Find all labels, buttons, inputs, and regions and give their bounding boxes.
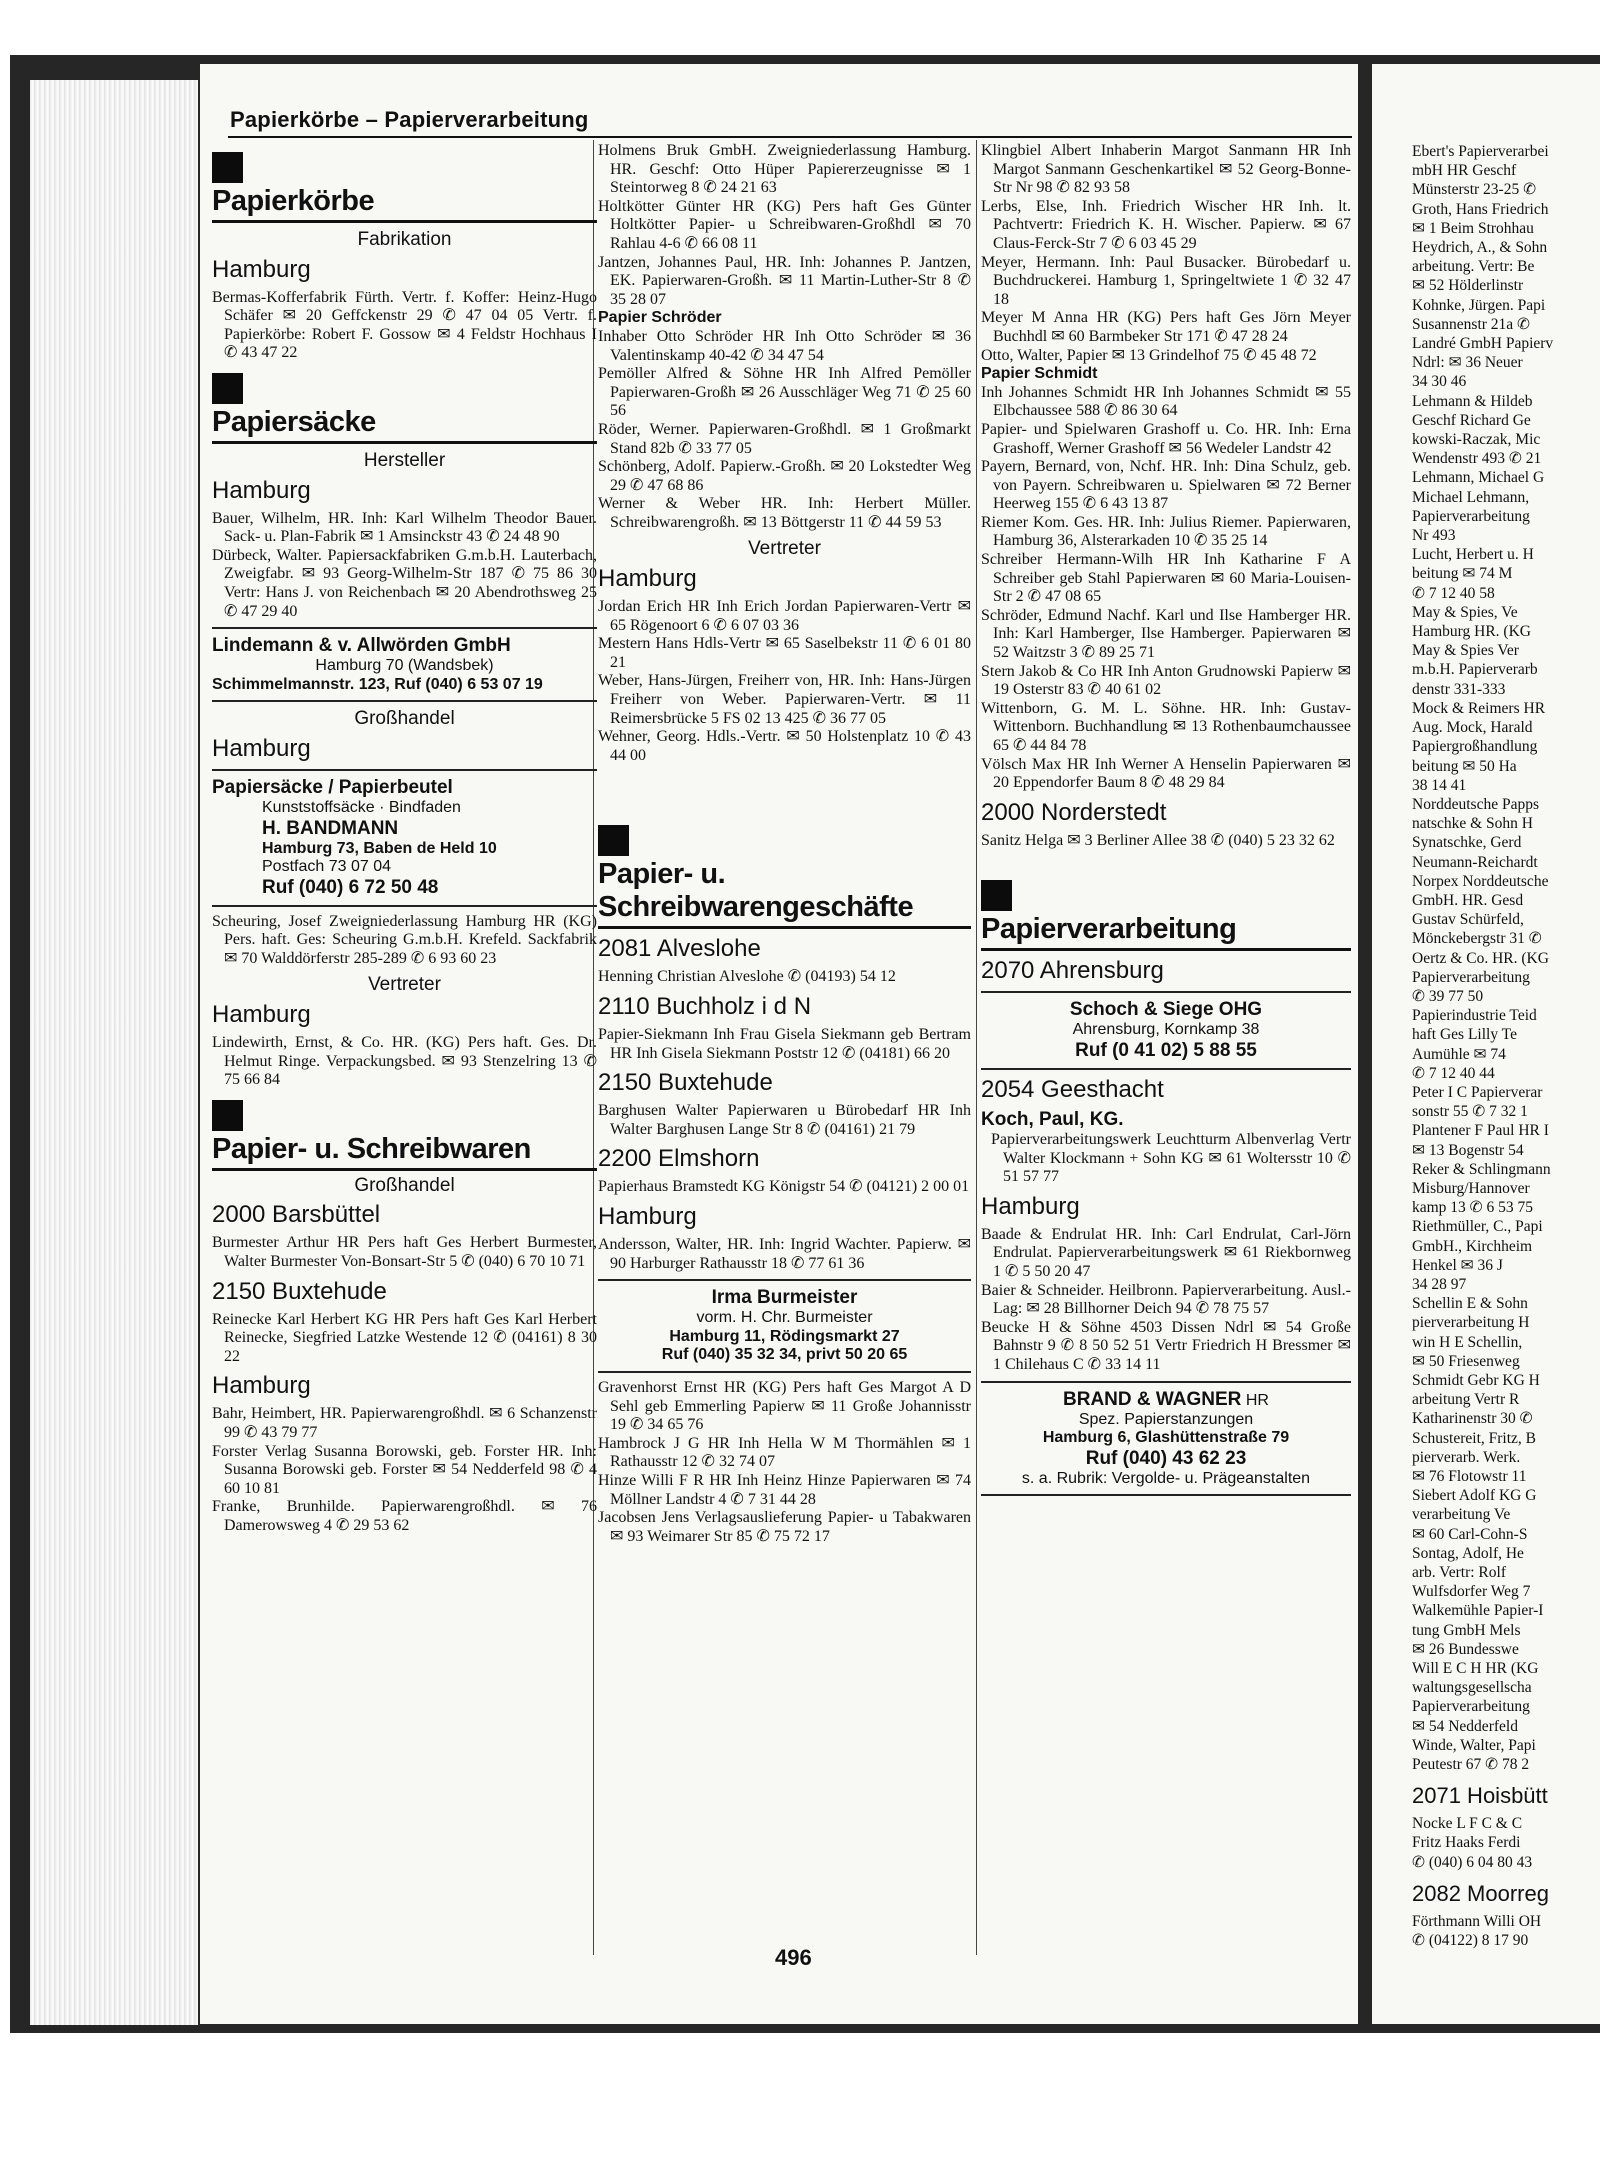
listing-line: Papierindustrie Teid (1412, 1007, 1537, 1025)
listing-line: Papierverarbeitung (1412, 968, 1530, 986)
listing-line: Neumann-Reichardt (1412, 853, 1538, 871)
listing-entry: Franke, Brunhilde. Papierwarengroßhdl. ✉ 76 Damerowsweg 4 ✆ 29 53 62 (212, 1498, 597, 1534)
listing-entry: Papier- und Spielwaren Grashoff u. Co. HR. Inh: Erna Grashoff, Werner Grashoff ✉ 56 Wedeler Landstr 42 (981, 420, 1351, 457)
listing-entry: Inh Johannes Schmidt HR Inh Johannes Schmidt ✉ 55 Elbchaussee 588 ✆ 86 30 64 (981, 383, 1351, 420)
listing-entry: Sanitz Helga ✉ 3 Berliner Allee 38 ✆ (040) 5 23 32 62 (981, 831, 1335, 849)
listing-line: beitung ✉ 50 Ha (1412, 757, 1517, 775)
listing-line: ✆ 39 77 50 (1412, 987, 1484, 1005)
listing-line: kamp 13 ✆ 6 53 75 (1412, 1199, 1534, 1217)
listing-entry: Andersson, Walter, HR. Inh: Ingrid Wachter. Papierw. ✉ 90 Harburger Rathausstr 18 ✆ 77 61 36 (598, 1235, 971, 1272)
advert-hr-mark: HR (1245, 1391, 1269, 1409)
running-head: Papierkörbe – Papierverarbeitung (230, 107, 589, 132)
city-heading: 2150 Buxtehude (598, 1069, 773, 1097)
subheading: Vertreter (368, 974, 441, 996)
listing-entry: Weber, Hans-Jürgen, Freiherr von, HR. Inh: Hans-Jürgen Freiherr von Weber. Papierwaren-Vertr. ✉ 11 Reimersbrücke 5 FS 02 13 425 ✆ 36 77 05 (598, 672, 971, 727)
listing-line: Schustereit, Fritz, B (1412, 1429, 1536, 1447)
listing-line: Papiergroßhandlung (1412, 738, 1538, 756)
listing-entry: Stern Jakob & Co HR Inh Anton Grudnowski Papierw ✉ 19 Osterstr 83 ✆ 40 61 02 (981, 662, 1351, 699)
listing-line: Aumühle ✉ 74 (1412, 1045, 1506, 1063)
listing-line: Katharinenstr 30 ✆ (1412, 1410, 1533, 1428)
listing-entry: Schröder, Edmund Nachf. Karl und Ilse Hamberger HR. Inh: Karl Hamberger, Ilse Hamberger. Papierwaren ✉ 52 Waitzstr 3 ✆ 89 25 71 (981, 606, 1351, 662)
column-3 (981, 142, 1351, 1502)
listing-line: ✆ (040) 6 04 80 43 (1412, 1853, 1533, 1871)
listing-line: natschke & Sohn H (1412, 815, 1533, 833)
listing-line: arbeitung Vertr R (1412, 1391, 1520, 1409)
listing-entry: Bahr, Heimbert, HR. Papierwarengroßhdl. ✉ 6 Schanzenstr 99 ✆ 43 79 77 (212, 1405, 597, 1441)
listing-line: ✉ 52 Hölderlinstr (1412, 277, 1524, 295)
advert-line: Postfach 73 07 04 (262, 858, 391, 876)
listing-entry: Dürbeck, Walter. Papiersackfabriken G.m.b.H. Lauterbach, Zweigfabr. ✉ 93 Georg-Wilhelm-Str 187 ✆ 75 86 30 Vertr: Hans J. von Reichenbach ✉ 20 Abendrothsweg 25 ✆ 47 29 40 (212, 546, 597, 620)
listing-line: May & Spies, Ve (1412, 603, 1518, 621)
listing-line: Hamburg HR. (KG (1412, 623, 1531, 641)
section-marker (598, 825, 629, 856)
listing-line: ✉ 13 Bogenstr 54 (1412, 1141, 1524, 1159)
advert-brand-wagner (981, 1381, 1351, 1497)
listing-line: arbeitung. Vertr: Be (1412, 258, 1535, 276)
city-heading: 2110 Buchholz i d N (598, 993, 812, 1020)
listing-entry: Papierverarbeitungswerk Leuchtturm Albenverlag Vertr Walter Klockmann + Sohn KG ✉ 61 Woltersstr 10 ✆ 51 57 77 (991, 1130, 1351, 1186)
advert-line: Ruf (0 41 02) 5 88 55 (1075, 1039, 1257, 1061)
listing-line: Peter I C Papierverar (1412, 1083, 1543, 1101)
city-heading: 2200 Elmshorn (598, 1145, 760, 1173)
advert-line: vorm. H. Chr. Burmeister (696, 1309, 873, 1327)
advert-line: Schimmelmannstr. 123, Ruf (040) 6 53 07 19 (212, 675, 543, 693)
listing-name-bold: Papier Schröder (598, 309, 722, 327)
running-head-rule (228, 136, 1352, 138)
listing-line: beitung ✉ 74 M (1412, 565, 1513, 583)
advert-line: Hamburg 73, Baben de Held 10 (262, 839, 497, 857)
advert-line: Ruf (040) 35 32 34, privt 50 20 65 (661, 1346, 908, 1364)
listing-entry: Forster Verlag Susanna Borowski, geb. Forster HR. Inh: Susanna Borowski geb. Forster ✉ 54 Nedderfeld 98 ✆ 4 60 10 81 (212, 1442, 597, 1497)
advert-line: Papiersäcke / Papierbeutel (212, 776, 453, 798)
subheading: Vertreter (748, 538, 821, 560)
listing-entry: Jordan Erich HR Inh Erich Jordan Papierwaren-Vertr ✉ 65 Rögenoort 6 ✆ 6 07 03 36 (598, 598, 971, 634)
city-heading: Hamburg (598, 1202, 697, 1230)
page-edge-stack (30, 80, 198, 2025)
listing-entry: Payern, Bernard, von, Nchf. HR. Inh: Dina Schulz, geb. von Payern. Schreibwaren u. Spielwaren ✉ 72 Berner Heerweg 155 ✆ 6 43 13 87 (981, 458, 1351, 513)
listing-line: Michael Lehmann, (1412, 488, 1530, 506)
advert-line: Kunststoffsäcke · Bindfaden (262, 798, 461, 816)
listing-line: Schmidt Gebr KG H (1412, 1372, 1540, 1389)
listing-line: Nocke L F C & C (1412, 1815, 1523, 1833)
listing-line: m.b.H. Papierverarb (1412, 661, 1538, 679)
city-heading: 2082 Moorreg (1412, 1880, 1549, 1906)
listing-line: Nr 493 (1412, 527, 1456, 545)
listing-line: Ndrl: ✉ 36 Neuer (1412, 354, 1523, 372)
listing-entry: Henning Christian Alveslohe ✆ (04193) 54 12 (598, 968, 896, 986)
listing-line: 34 28 97 (1412, 1275, 1467, 1293)
listing-line: Förthmann Willi OH (1412, 1912, 1542, 1930)
section-marker (212, 1100, 243, 1131)
listing-line: Mock & Reimers HR (1412, 699, 1546, 717)
listing-entry: Röder, Werner. Papierwaren-Großhdl. ✉ 1 Großmarkt Stand 82b ✆ 33 77 05 (598, 420, 971, 457)
listing-line: Peutestr 67 ✆ 78 2 (1412, 1756, 1530, 1774)
listing-entry: Scheuring, Josef Zweigniederlassung Hamburg HR (KG) Pers. haft. Ges: Scheuring G.m.b.H. Krefeld. Sackfabrik ✉ 70 Walddörferstr 285-289 ✆ 6 93 60 23 (212, 912, 597, 967)
listing-line: Misburg/Hannover (1412, 1179, 1530, 1197)
listing-entry: Meyer, Hermann. Inh: Paul Busacker. Bürobedarf u. Buchdruckerei. Hamburg 1, Springeltwiete 1 ✆ 32 47 18 (981, 253, 1351, 308)
advert-line: Ruf (040) 43 62 23 (1085, 1447, 1247, 1469)
advert-line: Ruf (040) 6 72 50 48 (262, 876, 439, 898)
listing-entry: Jacobsen Jens Verlagsauslieferung Papier- u Tabakwaren ✉ 93 Weimarer Str 85 ✆ 75 72 17 (598, 1509, 971, 1545)
listing-entry: Hambrock J G HR Inh Hella W M Thormählen ✉ 1 Rathausstr 12 ✆ 32 74 07 (598, 1434, 971, 1471)
listing-name-bold: Koch, Paul, KG. (981, 1108, 1124, 1130)
listing-entry: Burmester Arthur HR Pers haft Ges Herbert Burmester, Walter Burmester Von-Bonsart-Str 5 ✆ (040) 6 70 10 71 (212, 1234, 597, 1271)
listing-line: Henkel ✉ 36 J (1412, 1256, 1503, 1274)
city-heading: 2150 Buxtehude (212, 1277, 387, 1305)
listing-entry: Wittenborn, G. M. L. Söhne. HR. Inh: Gustav-Wittenborn. Buchhandlung ✉ 13 Rothenbaumchaussee 65 ✆ 44 84 78 (981, 699, 1351, 754)
listing-line: Münsterstr 23-25 ✆ (1412, 181, 1537, 199)
listing-line: win H E Schellin, (1412, 1333, 1523, 1351)
listing-entry: Meyer M Anna HR (KG) Pers haft Ges Jörn Meyer Buchhdl ✉ 60 Barmbeker Str 171 ✆ 47 28 24 (981, 309, 1351, 345)
listing-entry: Lindewirth, Ernst, & Co. HR. (KG) Pers haft. Ges. Dr. Helmut Ringe. Verpackungsbed. ✉ 93 Stenzelring 13 ✆ 75 66 84 (212, 1034, 597, 1089)
listing-line: Fritz Haaks Ferdi (1412, 1834, 1521, 1852)
listing-entry: Riemer Kom. Ges. HR. Inh: Julius Riemer. Papierwaren, Hamburg 36, Alsterarkaden 10 ✆ 35 25 14 (981, 513, 1351, 550)
section-heading: Papierverarbeitung (981, 913, 1351, 951)
listing-entry: Otto, Walter, Papier ✉ 13 Grindelhof 75 ✆ 45 48 72 (981, 346, 1317, 364)
listing-line: Schellin E & Sohn (1412, 1295, 1528, 1313)
listing-entry: Pemöller Alfred & Söhne HR Inh Alfred Pemöller Papierwaren-Großh ✉ 26 Ausschläger Weg 71 ✆ 25 60 56 (598, 365, 971, 420)
listing-line: Sontag, Adolf, He (1412, 1544, 1524, 1562)
listing-entry: Schönberg, Adolf. Papierw.-Großh. ✉ 20 Lokstedter Weg 29 ✆ 47 68 86 (598, 458, 971, 494)
listing-entry: Gravenhorst Ernst HR (KG) Pers haft Ges Margot A D Sehl geb Emmerling Papierw ✉ 11 Große Johannisstr 19 ✆ 34 65 76 (598, 1378, 971, 1434)
advert-line: s. a. Rubrik: Vergolde- u. Prägeanstalten (1021, 1469, 1311, 1487)
listing-entry: Jantzen, Johannes Paul, HR. Inh: Johannes P. Jantzen, EK. Papierwaren-Großh. ✉ 11 Martin-Luther-Str 8 ✆ 35 28 07 (598, 253, 971, 308)
listing-line: mbH HR Geschf (1412, 162, 1517, 180)
column-2 (598, 142, 971, 1546)
listing-line: 38 14 41 (1412, 776, 1467, 794)
listing-entry: Völsch Max HR Inh Werner A Henselin Papierwaren ✉ 20 Eppendorfer Baum 8 ✆ 48 29 84 (981, 755, 1351, 792)
listing-line: Aug. Mock, Harald (1412, 719, 1533, 737)
listing-line: waltungsgesellscha (1412, 1679, 1532, 1697)
listing-line: ✉ 60 Carl-Cohn-S (1412, 1525, 1528, 1543)
section-heading: Papiersäcke (212, 406, 597, 444)
listing-line: Oertz & Co. HR. (KG (1412, 949, 1549, 967)
listing-line: ✉ 54 Nedderfeld (1412, 1717, 1518, 1735)
listing-entry: Bermas-Kofferfabrik Fürth. Vertr. f. Koffer: Heinz-Hugo Schäfer ✉ 20 Geffckenstr 29 ✆ 47 04 05 Vertr. f. Papierkörbe: Robert F. Gossow ✉ 4 Feldstr Hochhaus I ✆ 43 47 22 (212, 288, 597, 362)
city-heading: Hamburg (212, 255, 311, 283)
listing-line: denstr 331-333 (1412, 680, 1506, 698)
listing-line: Geschf Richard Ge (1412, 411, 1531, 429)
listing-entry: Baade & Endrulat HR. Inh: Carl Endrulat, Carl-Jörn Endrulat. Papierverarbeitungswerk ✉ 61 Riekbornweg 1 ✆ 5 50 20 47 (981, 1225, 1351, 1280)
listing-line: GmbH. HR. Gesd (1412, 891, 1524, 909)
listing-entry: Werner & Weber HR. Inh: Herbert Müller. Schreibwarengroßh. ✉ 13 Böttgerstr 11 ✆ 44 59 53 (598, 495, 971, 531)
advert-line: Irma Burmeister (711, 1287, 858, 1309)
advert-burmeister (598, 1279, 971, 1373)
listing-line: Groth, Hans Friedrich (1412, 200, 1549, 218)
advert-line: Ahrensburg, Kornkamp 38 (1072, 1021, 1260, 1039)
listing-line: haft Ges Lilly Te (1412, 1026, 1517, 1044)
listing-entry: Holmens Bruk GmbH. Zweigniederlassung Hamburg. HR. Geschf: Otto Hüper Papiererzeugnisse ✉ 1 Steintorweg 8 ✆ 24 21 63 (598, 142, 971, 197)
subheading: Hersteller (363, 449, 446, 471)
listing-line: Riethmüller, C., Papi (1412, 1218, 1543, 1236)
listing-entry: Lerbs, Else, Inh. Friedrich Wischer HR Inh. lt. Pachtvertr: Friedrich K. H. Wischer. Papierw. ✉ 67 Claus-Ferck-Str 7 ✆ 6 03 45 29 (981, 197, 1351, 252)
city-heading: 2070 Ahrensburg (981, 957, 1164, 985)
listing-line: Wendenstr 493 ✆ 21 (1412, 450, 1542, 468)
city-heading: Hamburg (212, 1001, 311, 1029)
listing-line: Ebert's Papierverarbei (1412, 143, 1549, 160)
listing-line: sonstr 55 ✆ 7 32 1 (1412, 1103, 1528, 1121)
city-heading: Hamburg (212, 734, 311, 762)
advert-bandmann (212, 769, 597, 907)
listing-line: arb. Vertr: Rolf (1412, 1564, 1506, 1582)
listing-name-bold: Papier Schmidt (981, 365, 1098, 383)
advert-line: Lindemann & v. Allwörden GmbH (212, 635, 511, 657)
listing-entry: Barghusen Walter Papierwaren u Bürobedarf HR Inh Walter Barghusen Lange Str 8 ✆ (04161) 21 79 (598, 1102, 971, 1138)
advert-lindemann (212, 627, 597, 702)
city-heading: Hamburg (212, 476, 311, 504)
listing-line: Landré GmbH Papierv (1412, 335, 1554, 353)
listing-line: ✉ 76 Flotowstr 11 (1412, 1468, 1527, 1486)
city-heading: Hamburg (212, 1372, 311, 1400)
listing-line: verarbeitung Ve (1412, 1506, 1511, 1524)
listing-entry: Klingbiel Albert Inhaberin Margot Sanmann HR Inh Margot Sanmann Geschenkartikel ✉ 52 Georg-Bonne-Str Nr 98 ✆ 82 93 58 (981, 142, 1351, 197)
listing-line: Lehmann, Michael G (1412, 469, 1545, 487)
section-heading: Papier- u. Schreibwaren (212, 1133, 597, 1171)
listing-line: Lehmann & Hildeb (1412, 392, 1533, 410)
section-heading: Papier- u. Schreibwarengeschäfte (598, 858, 971, 929)
listing-entry: Baier & Schneider. Heilbronn. Papierverarbeitung. Ausl.-Lag: ✉ 28 Billhorner Deich 94 ✆ 78 75 57 (981, 1281, 1351, 1318)
section-marker (212, 152, 243, 183)
listing-entry: Holtkötter Günter HR (KG) Pers haft Ges Günter Holtkötter Papier- u Schreibwaren-Großhdl ✉ 70 Rahlau 4-6 ✆ 66 08 11 (598, 197, 971, 252)
listing-line: Will E C H HR (KG (1412, 1660, 1539, 1678)
listing-line: Reker & Schlingmann (1412, 1160, 1551, 1178)
listing-line: Norpex Norddeutsche (1412, 872, 1549, 890)
listing-line: Walkemühle Papier-I (1412, 1602, 1544, 1620)
section-marker (981, 880, 1012, 911)
listing-line: Norddeutsche Papps (1412, 795, 1539, 813)
listing-line: Winde, Walter, Papi (1412, 1736, 1536, 1754)
advert-line: Spez. Papierstanzungen (1078, 1410, 1254, 1428)
listing-entry: Mestern Hans Hdls-Vertr ✉ 65 Saselbekstr 11 ✆ 6 01 80 21 (598, 635, 971, 671)
listing-entry: Papier-Siekmann Inh Frau Gisela Siekmann geb Bertram HR Inh Gisela Siekmann Poststr 12 ✆ (04181) 66 20 (598, 1026, 971, 1062)
column-1 (212, 142, 597, 1536)
listing-line: May & Spies Ver (1412, 642, 1519, 660)
listing-line: Papierverarbeitung (1412, 1698, 1530, 1716)
listing-entry: Bauer, Wilhelm, HR. Inh: Karl Wilhelm Theodor Bauer. Sack- u. Plan-Fabrik ✉ 1 Amsinckstr 43 ✆ 24 48 90 (212, 509, 597, 546)
listing-line: Heydrich, A., & Sohn (1412, 239, 1548, 257)
listing-entry: Inhaber Otto Schröder HR Inh Otto Schröder ✉ 36 Valentinskamp 40-42 ✆ 34 47 54 (598, 327, 971, 364)
listing-line: Kohnke, Jürgen. Papi (1412, 296, 1546, 314)
listing-line: Wulfsdorfer Weg 7 (1412, 1583, 1531, 1601)
column-4-right-page (1412, 142, 1600, 1950)
listing-entry: Schreiber Hermann-Wilh HR Inh Katharine F A Schreiber geb Stahl Papierwaren ✉ 60 Maria-Louisen-Str 2 ✆ 47 08 65 (981, 551, 1351, 606)
city-heading: Hamburg (598, 565, 697, 593)
city-heading: 2054 Geesthacht (981, 1075, 1164, 1103)
listing-entry: Papierhaus Bramstedt KG Königstr 54 ✆ (04121) 2 00 01 (598, 1178, 970, 1196)
listing-line: ✉ 26 Bundesswe (1412, 1640, 1519, 1658)
subheading: Großhandel (354, 708, 455, 730)
advert-line: Hamburg 70 (Wandsbek) (315, 657, 494, 675)
listing-line: ✉ 1 Beim Strohhau (1412, 219, 1534, 237)
listing-line: ✉ 50 Friesenweg (1412, 1352, 1520, 1370)
listing-line: pierverarb. Werk. (1412, 1448, 1521, 1466)
listing-entry: Hinze Willi F R HR Inh Heinz Hinze Papierwaren ✉ 74 Möllner Landstr 4 ✆ 7 31 44 28 (598, 1471, 971, 1508)
advert-line: Hamburg 6, Glashüttenstraße 79 (1042, 1429, 1290, 1447)
listing-line: ✆ 7 12 40 58 (1412, 584, 1495, 602)
listing-line: pierverarbeitung H (1412, 1314, 1530, 1332)
listing-line: ✆ 7 12 40 44 (1412, 1064, 1495, 1082)
city-heading: Hamburg (981, 1192, 1080, 1220)
listing-line: ✆ (04122) 8 17 90 (1412, 1932, 1529, 1950)
listing-entry: Reinecke Karl Herbert KG HR Pers haft Ges Karl Herbert Reinecke, Siegfried Latzke Westende 12 ✆ (04161) 8 30 22 (212, 1310, 597, 1365)
listing-entry: Beucke H & Söhne 4503 Dissen Ndrl ✉ 54 Große Bahnstr 9 ✆ 8 50 52 51 Vertr Friedrich H Bressmer ✉ 1 Chilehaus C ✆ 33 14 11 (981, 1318, 1351, 1373)
advert-line: BRAND & WAGNER (1063, 1388, 1242, 1410)
listing-line: Siebert Adolf KG G (1412, 1487, 1537, 1505)
listing-line: GmbH., Kirchheim (1412, 1237, 1533, 1255)
section-heading: Papierkörbe (212, 185, 597, 223)
listing-line: Mönckebergstr 31 ✆ (1412, 930, 1542, 948)
advert-line: Hamburg 11, Rödingsmarkt 27 (669, 1327, 900, 1345)
city-heading: 2000 Barsbüttel (212, 1201, 381, 1229)
subheading: Großhandel (354, 1174, 455, 1196)
page-number: 496 (775, 1945, 812, 1970)
listing-line: Lucht, Herbert u. H (1412, 546, 1534, 564)
city-heading: 2000 Norderstedt (981, 798, 1167, 826)
listing-line: Susannenstr 21a ✆ (1412, 315, 1531, 333)
advert-line: H. BANDMANN (262, 817, 399, 839)
section-marker (212, 373, 243, 404)
listing-line: Gustav Schürfeld, (1412, 911, 1524, 929)
city-heading: 2071 Hoisbütt (1412, 1783, 1548, 1809)
listing-line: tung GmbH Mels (1412, 1621, 1521, 1639)
city-heading: 2081 Alveslohe (598, 935, 761, 963)
listing-line: Synatschke, Gerd (1412, 834, 1522, 852)
advert-line: Schoch & Siege OHG (1069, 999, 1263, 1021)
advert-schoch-siege (981, 991, 1351, 1070)
listing-line: Plantener F Paul HR I (1412, 1122, 1549, 1140)
subheading: Fabrikation (357, 229, 452, 250)
listing-line: Papierverarbeitung (1412, 507, 1530, 525)
listing-entry: Wehner, Georg. Hdls.-Vertr. ✉ 50 Holstenplatz 10 ✆ 43 44 00 (598, 728, 971, 764)
column-rule (976, 140, 977, 1955)
listing-line: 34 30 46 (1412, 373, 1467, 391)
listing-line: kowski-Raczak, Mic (1412, 431, 1541, 449)
